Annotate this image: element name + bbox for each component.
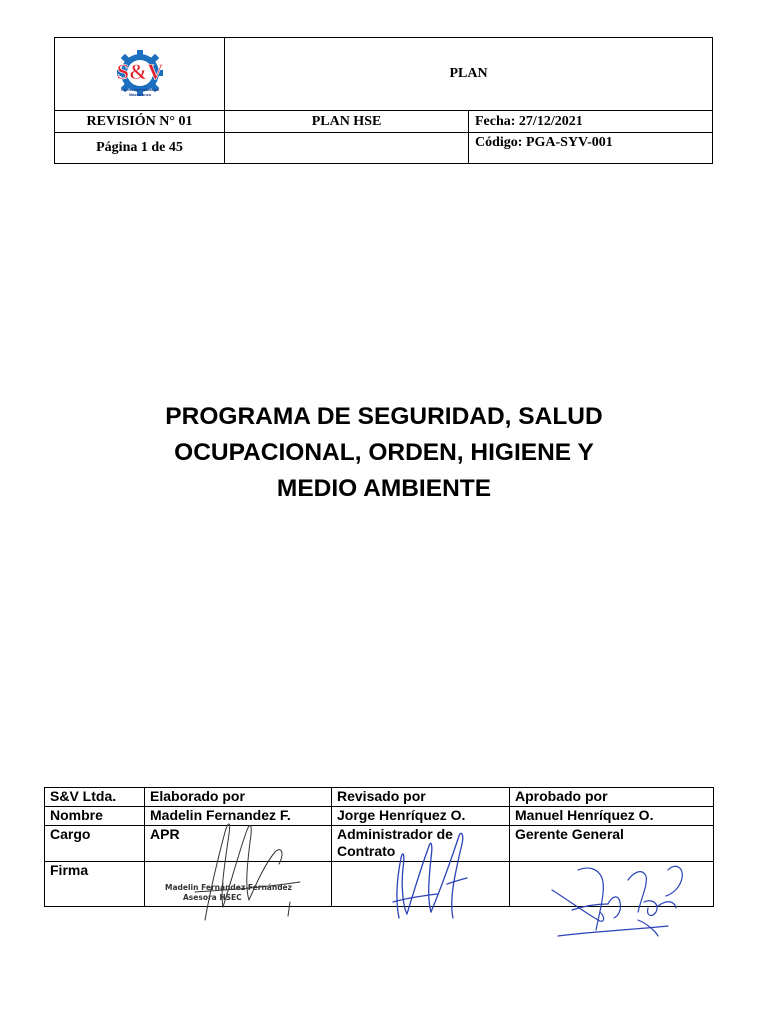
- page-number: Página 1 de 45: [55, 133, 225, 164]
- stamp-position: Asesora HSEC: [183, 893, 242, 902]
- plan-label: PLAN: [225, 38, 713, 111]
- logo-cell: [55, 38, 225, 111]
- reviewed-by-name: Jorge Henríquez O.: [332, 807, 510, 826]
- title-line-1: PROGRAMA DE SEGURIDAD, SALUD: [165, 403, 603, 430]
- title-line-2: OCUPACIONAL, ORDEN, HIGIENE Y: [174, 439, 594, 466]
- company-name: S&V Ltda.: [45, 788, 145, 807]
- document-date: Fecha: 27/12/2021: [469, 111, 713, 133]
- name-row: [45, 807, 714, 826]
- title-line-3: MEDIO AMBIENTE: [276, 475, 492, 502]
- position-row: [45, 826, 714, 862]
- approval-table: [44, 787, 714, 907]
- approved-by-position: Gerente General: [510, 826, 714, 862]
- gear-logo-icon: [100, 49, 180, 99]
- reviewed-by-header: Revisado por: [332, 788, 510, 807]
- signature-row: [45, 862, 714, 907]
- signature-manuel: [548, 860, 688, 940]
- revision-number: REVISIÓN N° 01: [55, 111, 225, 133]
- position-label: Cargo: [45, 826, 145, 862]
- reviewed-by-signature-cell: [332, 862, 510, 907]
- prepared-by-position: APR: [145, 826, 332, 862]
- document-title: [84, 399, 684, 507]
- empty-cell: [225, 133, 469, 164]
- approval-header-row: [45, 788, 714, 807]
- prepared-by-header: Elaborado por: [145, 788, 332, 807]
- signature-label: Firma: [45, 862, 145, 907]
- document-code: Código: PGA-SYV-001: [469, 133, 713, 164]
- svg-text:Maestranza: Maestranza: [128, 92, 151, 97]
- logo-text: S&V: [116, 59, 163, 84]
- approved-by-name: Manuel Henríquez O.: [510, 807, 714, 826]
- prepared-by-signature-cell: [145, 862, 332, 907]
- stamp-name: Madelin Fernández Fernández: [165, 883, 293, 892]
- prepared-by-name: Madelin Fernandez F.: [145, 807, 332, 826]
- company-logo: [61, 49, 218, 99]
- svg-text:Comercial Industrial: Comercial Industrial: [120, 87, 159, 92]
- reviewed-by-position: Administrador de Contrato: [332, 826, 510, 862]
- approved-by-signature-cell: [510, 862, 714, 907]
- document-type: PLAN HSE: [225, 111, 469, 133]
- name-label: Nombre: [45, 807, 145, 826]
- document-header-table: [54, 37, 713, 164]
- approved-by-header: Aprobado por: [510, 788, 714, 807]
